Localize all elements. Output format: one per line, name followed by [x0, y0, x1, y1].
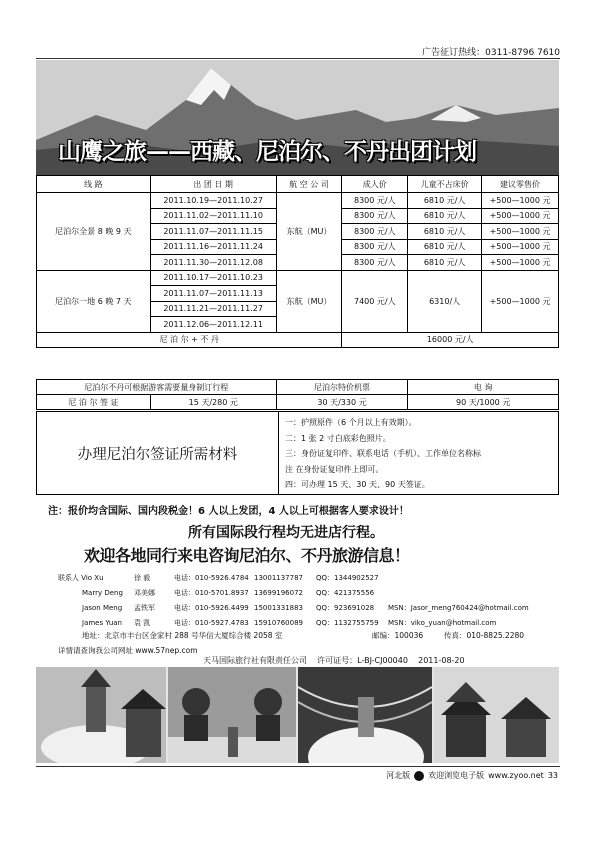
company-name: 天马国际旅行社有限责任公司	[203, 656, 307, 665]
issue-date: 2011-08-20	[418, 656, 465, 665]
header-route: 线 路	[37, 176, 151, 193]
contact-cn-name: 孟铁军	[134, 604, 155, 612]
price-table	[36, 175, 559, 348]
contact-msn[interactable]: MSN：Jasor_meng760424@hotmail.com	[388, 604, 529, 612]
custom-itinerary-cell: 尼泊尔不丹可根据游客需要量身制订行程	[37, 380, 277, 395]
welcome-slogan: 欢迎各地同行来电咨询尼泊尔、不丹旅游信息！	[84, 546, 410, 565]
contact-phone[interactable]: 电话：010-5926.4784	[174, 574, 249, 582]
visa-15-cell: 15 天/280 元	[150, 395, 276, 410]
table-row	[37, 380, 559, 395]
list-item: 二：1 张 2 寸白底彩色照片。	[285, 433, 391, 443]
price-note: 注：报价均含国际、国内段税金！6 人以上发团，4 人以上可根据客人要求设计！	[48, 506, 409, 517]
header-divider	[36, 58, 560, 59]
ad-hotline: 广告征订热线：0311-8796 7610	[422, 48, 560, 58]
visa-materials-title: 办理尼泊尔签证所需材料	[37, 412, 279, 494]
child-price-cell: 6810 元/人	[408, 239, 482, 255]
postcode: 邮编：100036	[372, 631, 424, 640]
footer-website-link[interactable]: www.zyoo.net	[488, 771, 544, 780]
contact-en-name: Marry Deng	[82, 589, 123, 597]
contact-cn-name: 袁 凯	[134, 619, 151, 627]
header-airline: 航 空 公 司	[276, 176, 342, 193]
list-item: 一：护照原件（6 个月以上有效期）。	[285, 418, 417, 427]
retail-price-cell: +500—1000 元	[482, 239, 559, 255]
contact-qq: QQ：1344902527	[316, 574, 379, 582]
visa-table	[36, 379, 559, 410]
page-title: 山鹰之旅——西藏、尼泊尔、不丹出团计划	[58, 138, 476, 165]
header-retail: 建议零售价	[482, 176, 559, 193]
adult-price-cell: 8300 元/人	[342, 239, 408, 255]
contact-mobile[interactable]: 15910760089	[254, 619, 303, 627]
date-cell: 2011.11.21—2011.11.27	[150, 301, 276, 317]
route-cell: 尼泊尔一地 6 晚 7 天	[37, 270, 151, 332]
retail-price-cell: +500—1000 元	[482, 193, 559, 209]
child-price-cell: 6810 元/人	[408, 208, 482, 224]
contact-en-name: Jason Meng	[82, 604, 123, 612]
page-footer	[386, 770, 558, 781]
edition-label: 河北版	[386, 771, 411, 780]
child-price-cell: 6810 元/人	[408, 224, 482, 240]
retail-price-cell: +500—1000 元	[482, 208, 559, 224]
contact-msn[interactable]: MSN：viko_yuan@hotmail.com	[388, 619, 497, 627]
visa-90-cell: 90 天/1000 元	[408, 395, 559, 410]
retail-price-cell: +500—1000 元	[482, 255, 559, 271]
footer-tagline: 欢迎浏览电子版	[428, 771, 485, 780]
nepal-bhutan-label: 尼 泊 尔 + 不 丹	[37, 332, 342, 348]
list-item: 三：身份证复印件、联系电话（手机）、工作单位名称标	[285, 449, 481, 458]
phone-inquiry-cell: 电 询	[408, 380, 559, 395]
adult-price-cell: 7400 元/人	[342, 270, 408, 332]
contact-mobile[interactable]: 13699196072	[254, 589, 303, 597]
contact-cn-name: 徐 毅	[134, 574, 151, 582]
contact-qq: QQ：421375556	[316, 589, 375, 597]
visa-materials-list	[279, 412, 558, 494]
photo-strip	[36, 667, 559, 763]
airline-cell: 东航（MU）	[276, 193, 342, 271]
date-cell: 2011.11.07—2011.11.15	[150, 224, 276, 240]
footer-divider	[36, 766, 560, 767]
fax-number: 传真：010-8825.2280	[444, 631, 525, 640]
company-line	[203, 655, 465, 666]
table-header-row	[37, 176, 559, 193]
child-price-cell: 6310/人	[408, 270, 482, 332]
temple-photos-illustration	[36, 667, 559, 763]
contact-phone[interactable]: 电话：010-5927.4783	[174, 619, 249, 627]
company-address: 地址：北京市丰台区金家村 288 号华信大厦综合楼 2058 室	[82, 631, 283, 640]
date-cell: 2011.11.02—2011.11.10	[150, 208, 276, 224]
header-adult: 成人价	[342, 176, 408, 193]
date-cell: 2011.10.17—2011.10.23	[150, 270, 276, 286]
contact-mobile[interactable]: 13001137787	[254, 574, 303, 582]
adult-price-cell: 8300 元/人	[342, 255, 408, 271]
header-date: 出 团 日 期	[150, 176, 276, 193]
visa-materials-box	[36, 411, 559, 495]
table-row	[37, 270, 559, 286]
company-website-link[interactable]: 详情请查询我公司网址 www.57nep.com	[58, 646, 198, 655]
adult-price-cell: 8300 元/人	[342, 224, 408, 240]
adult-price-cell: 8300 元/人	[342, 193, 408, 209]
visa-label-cell: 尼 泊 尔 签 证	[37, 395, 151, 410]
table-row	[37, 332, 559, 348]
airline-cell: 东航（MU）	[276, 270, 342, 332]
date-cell: 2011.10.19—2011.10.27	[150, 193, 276, 209]
date-cell: 2011.12.06—2011.12.11	[150, 317, 276, 333]
date-cell: 2011.11.30—2011.12.08	[150, 255, 276, 271]
nepal-bhutan-price: 16000 元/人	[342, 332, 559, 348]
header-child: 儿童不占床价	[408, 176, 482, 193]
route-cell: 尼泊尔全景 8 晚 9 天	[37, 193, 151, 271]
table-row	[37, 193, 559, 209]
retail-price-cell: +500—1000 元	[482, 224, 559, 240]
contact-phone[interactable]: 电话：010-5701.8937	[174, 589, 249, 597]
table-row	[37, 395, 559, 410]
child-price-cell: 6810 元/人	[408, 193, 482, 209]
contact-mobile[interactable]: 15001331883	[254, 604, 303, 612]
visa-30-cell: 30 天/330 元	[276, 395, 408, 410]
list-item: 注 在身份证复印件上即可。	[285, 464, 384, 474]
no-shopping-note: 所有国际段行程均无进店行程。	[188, 525, 384, 541]
contact-phone[interactable]: 电话：010-5926.4499	[174, 604, 249, 612]
contact-cn-name: 邓美娜	[134, 589, 155, 597]
child-price-cell: 6810 元/人	[408, 255, 482, 271]
date-cell: 2011.11.16—2011.11.24	[150, 239, 276, 255]
special-tickets-cell: 尼泊尔特价机票	[276, 380, 408, 395]
contact-qq: QQ：1132755759	[316, 619, 379, 627]
adult-price-cell: 8300 元/人	[342, 208, 408, 224]
contact-qq: QQ：923691028	[316, 604, 375, 612]
page-number: 33	[547, 771, 558, 780]
date-cell: 2011.11.07—2011.11.13	[150, 286, 276, 302]
publication-logo-icon	[414, 771, 424, 781]
contact-en-name: 联系人 Vio Xu	[58, 574, 104, 582]
license-number: 许可证号：L-BJ-CJ00040	[317, 656, 408, 665]
retail-price-cell: +500—1000 元	[482, 270, 559, 332]
contact-en-name: James Yuan	[82, 619, 122, 627]
list-item: 四：可办理 15 天、30 天、90 天签证。	[285, 480, 430, 489]
